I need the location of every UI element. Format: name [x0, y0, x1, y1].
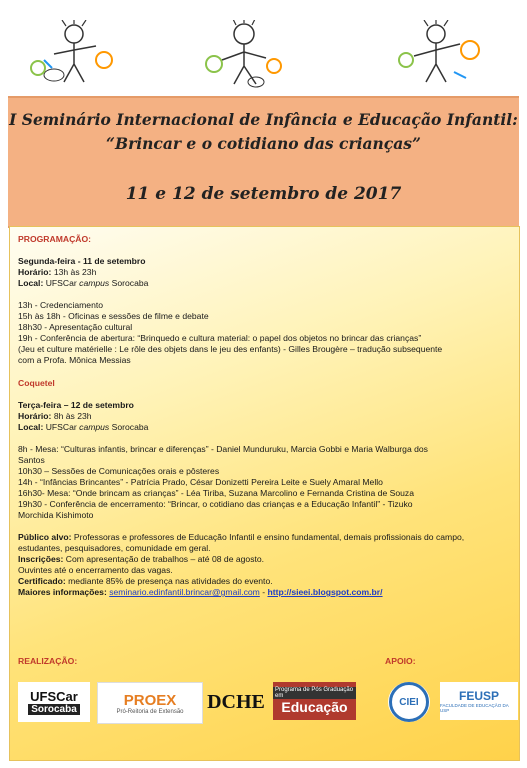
day2-item: 10h30 – Sessões de Comunicações orais e pôsteres [18, 466, 220, 476]
day1-item: 15h às 18h - Oficinas e sessões de filme e debate [18, 311, 209, 321]
day2-date: Terça-feira – 12 de setembro [18, 400, 134, 410]
day1-item: 18h30 - Apresentação cultural [18, 322, 133, 332]
day1-item: 13h - Credenciamento [18, 300, 104, 310]
contact-info: Maiores informações: seminario.edinfantil.brincar@gmail.com - http://sieei.blogspot.com.br/ [18, 587, 383, 597]
day1-conference-line: (Jeu et culture matérielle : Le rôle des objets dans le jeu des enfants) - Gilles Brougère – tradução subsequente [18, 344, 443, 354]
email-link[interactable]: seminario.edinfantil.brincar@gmail.com [109, 587, 260, 597]
feusp-logo: FEUSP FACULDADE DE EDUCAÇÃO DA USP [440, 682, 518, 720]
ciei-logo: CIEI [388, 682, 430, 722]
child-drawing-icon [384, 20, 494, 90]
registration-info: Inscrições: Com apresentação de trabalhos – até 08 de agosto. [18, 554, 265, 564]
day2-place: Local: UFSCar campus Sorocaba [18, 422, 149, 432]
audience-info-cont: estudantes, pesquisadores, comunidade em geral. [18, 543, 211, 553]
day1-date: Segunda-feira - 11 de setembro [18, 256, 146, 266]
dche-logo: DCHE [207, 690, 265, 713]
event-dates: 11 e 12 de setembro de 2017 [125, 184, 402, 204]
program-heading: PROGRAMAÇÃO: [18, 234, 92, 244]
day2-item: 19h30 - Conferência de encerramento: “Brincar, o cotidiano das crianças e a Educação Infantil” - Tizuko [18, 499, 413, 509]
day1-item: 19h - Conferência de abertura: “Brinquedo e cultura material: o papel dos objetos no brincar das crianças” [18, 333, 422, 343]
day1-time: Horário: 13h às 23h [18, 267, 97, 277]
day2-item: Santos [18, 455, 45, 465]
event-header [8, 96, 519, 228]
day2-item: 14h - “Infâncias Brincantes” - Patrícia Prado, César Donizetti Pereira Leite e Suely Amaral Mello [18, 477, 383, 487]
support-label: APOIO: [385, 656, 416, 666]
certificate-info: Certificado: mediante 85% de presença nas atividades do evento. [18, 576, 273, 586]
child-drawing-icon [14, 20, 124, 90]
audience-info: Público alvo: Professoras e professores de Educação Infantil e ensino fundamental, demais profissionais do campo, [18, 532, 465, 542]
day2-item: 16h30- Mesa: “Onde brincam as crianças” - Léa Tiriba, Suzana Marcolino e Fernanda Cristina de Souza [18, 488, 414, 498]
day1-conference-line: com a Profa. Mônica Messias [18, 355, 131, 365]
day2-item: 8h - Mesa: “Culturas infantis, brincar e diferenças” - Daniel Munduruku, Marcia Gobbi e Maria Walburga dos [18, 444, 428, 454]
day1-place: Local: UFSCar campus Sorocaba [18, 278, 149, 288]
ppge-logo: Programa de Pós Graduação em Educação [273, 682, 356, 720]
program-panel [9, 226, 520, 761]
day2-time: Horário: 8h às 23h [18, 411, 92, 421]
realization-label: REALIZAÇÃO: [18, 656, 78, 666]
event-title: I Seminário Internacional de Infância e Educação Infantil: [9, 110, 518, 129]
child-drawing-icon [186, 20, 296, 90]
coquetel-label: Coquetel [18, 378, 55, 388]
listeners-info: Ouvintes até o encerramento das vagas. [18, 565, 173, 575]
day2-item: Morchida Kishimoto [18, 510, 94, 520]
proex-logo: PROEX Pró-Reitoria de Extensão [97, 682, 203, 724]
drawings-band [0, 0, 527, 96]
ufscar-logo: UFSCar Sorocaba [18, 682, 90, 722]
blog-link[interactable]: http://sieei.blogspot.com.br/ [267, 587, 383, 597]
event-subtitle: “Brincar e o cotidiano das crianças” [106, 134, 421, 153]
